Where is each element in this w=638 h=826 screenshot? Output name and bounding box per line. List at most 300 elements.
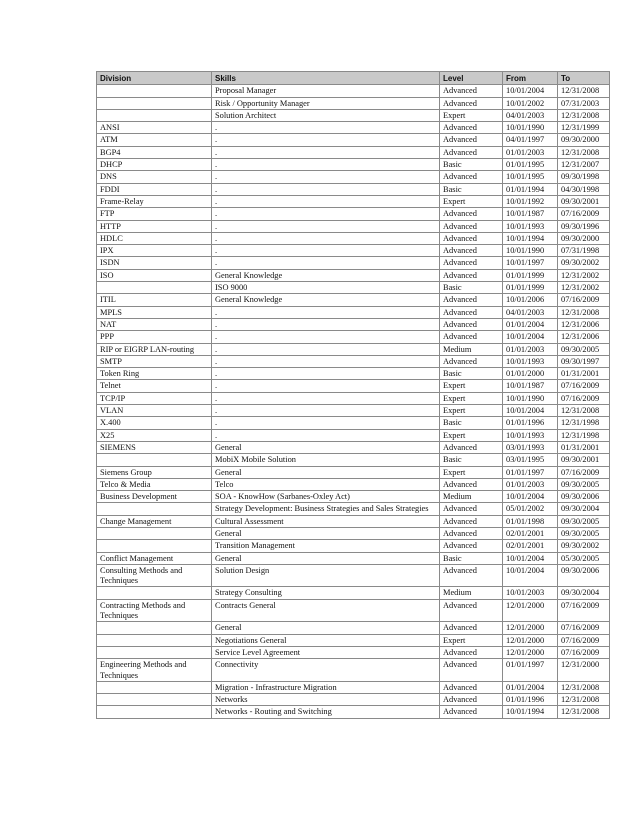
cell-skill: Networks - Routing and Switching: [212, 706, 440, 718]
table-header-row: [97, 72, 610, 85]
cell-from: 01/01/1996: [503, 417, 558, 429]
cell-level: Advanced: [440, 269, 503, 281]
cell-from: 01/01/2004: [503, 681, 558, 693]
cell-from: 10/01/1990: [503, 392, 558, 404]
cell-to: 12/31/2008: [558, 706, 610, 718]
table-row: [97, 503, 610, 515]
cell-skill: .: [212, 429, 440, 441]
cell-level: Advanced: [440, 331, 503, 343]
cell-skill: Transition Management: [212, 540, 440, 552]
cell-skill: SOA - KnowHow (Sarbanes-Oxley Act): [212, 491, 440, 503]
cell-division: [97, 97, 212, 109]
cell-skill: .: [212, 417, 440, 429]
cell-skill: General: [212, 441, 440, 453]
table-row: [97, 220, 610, 232]
cell-from: 10/01/1995: [503, 171, 558, 183]
cell-division: [97, 706, 212, 718]
cell-division: Frame-Relay: [97, 195, 212, 207]
cell-to: 09/30/2004: [558, 503, 610, 515]
cell-division: RIP or EIGRP LAN-routing: [97, 343, 212, 355]
cell-from: 10/01/1997: [503, 257, 558, 269]
table-row: [97, 552, 610, 564]
cell-to: 09/30/1998: [558, 171, 610, 183]
cell-division: SIEMENS: [97, 441, 212, 453]
cell-skill: Networks: [212, 694, 440, 706]
cell-level: Advanced: [440, 171, 503, 183]
cell-skill: MobiX Mobile Solution: [212, 454, 440, 466]
cell-level: Medium: [440, 343, 503, 355]
cell-to: 09/30/2001: [558, 454, 610, 466]
cell-skill: Strategy Consulting: [212, 587, 440, 599]
cell-from: 10/01/1993: [503, 220, 558, 232]
header-level: Level: [440, 72, 503, 85]
cell-to: 04/30/1998: [558, 183, 610, 195]
cell-division: ISDN: [97, 257, 212, 269]
cell-level: Basic: [440, 552, 503, 564]
cell-to: 09/30/2002: [558, 257, 610, 269]
cell-division: Contracting Methods and Techniques: [97, 599, 212, 622]
table-row: [97, 195, 610, 207]
cell-division: Change Management: [97, 515, 212, 527]
table-row: [97, 599, 610, 622]
table-row: [97, 134, 610, 146]
cell-division: Consulting Methods and Techniques: [97, 564, 212, 587]
cell-level: Expert: [440, 195, 503, 207]
cell-skill: Solution Architect: [212, 109, 440, 121]
cell-from: 01/01/1999: [503, 282, 558, 294]
cell-to: 09/30/2001: [558, 195, 610, 207]
cell-level: Advanced: [440, 85, 503, 97]
cell-division: BGP4: [97, 146, 212, 158]
cell-skill: Service Level Agreement: [212, 646, 440, 658]
cell-level: Expert: [440, 466, 503, 478]
cell-from: 10/01/1987: [503, 380, 558, 392]
cell-skill: Connectivity: [212, 659, 440, 682]
cell-skill: .: [212, 195, 440, 207]
cell-to: 07/16/2009: [558, 466, 610, 478]
table-row: [97, 587, 610, 599]
cell-division: DNS: [97, 171, 212, 183]
cell-to: 07/16/2009: [558, 208, 610, 220]
table-row: [97, 146, 610, 158]
cell-level: Basic: [440, 417, 503, 429]
cell-to: 01/31/2001: [558, 368, 610, 380]
cell-skill: Strategy Development: Business Strategies and Sales Strategies: [212, 503, 440, 515]
cell-level: Basic: [440, 159, 503, 171]
cell-to: 12/31/2007: [558, 159, 610, 171]
cell-level: Advanced: [440, 318, 503, 330]
cell-division: IPX: [97, 245, 212, 257]
cell-skill: .: [212, 331, 440, 343]
table-row: [97, 429, 610, 441]
cell-to: 12/31/2008: [558, 109, 610, 121]
cell-from: 12/01/2000: [503, 634, 558, 646]
cell-from: 01/01/2003: [503, 146, 558, 158]
cell-to: 07/31/2003: [558, 97, 610, 109]
cell-skill: General: [212, 552, 440, 564]
table-row: [97, 392, 610, 404]
cell-level: Advanced: [440, 646, 503, 658]
cell-skill: Migration - Infrastructure Migration: [212, 681, 440, 693]
cell-level: Advanced: [440, 257, 503, 269]
cell-from: 01/01/1995: [503, 159, 558, 171]
cell-level: Advanced: [440, 622, 503, 634]
cell-skill: .: [212, 146, 440, 158]
cell-division: [97, 622, 212, 634]
table-row: [97, 282, 610, 294]
table-row: [97, 171, 610, 183]
cell-level: Expert: [440, 429, 503, 441]
cell-division: ATM: [97, 134, 212, 146]
cell-from: 10/01/1987: [503, 208, 558, 220]
cell-level: Advanced: [440, 245, 503, 257]
table-row: [97, 368, 610, 380]
cell-from: 10/01/1990: [503, 245, 558, 257]
table-row: [97, 454, 610, 466]
cell-to: 09/30/2004: [558, 587, 610, 599]
skills-table: [96, 71, 610, 719]
cell-from: 10/01/1992: [503, 195, 558, 207]
cell-from: 10/01/2003: [503, 587, 558, 599]
cell-skill: ISO 9000: [212, 282, 440, 294]
cell-from: 10/01/2004: [503, 331, 558, 343]
cell-division: PPP: [97, 331, 212, 343]
table-row: [97, 85, 610, 97]
cell-division: [97, 634, 212, 646]
cell-from: 04/01/2003: [503, 109, 558, 121]
table-row: [97, 269, 610, 281]
header-from: From: [503, 72, 558, 85]
cell-skill: Proposal Manager: [212, 85, 440, 97]
cell-level: Advanced: [440, 220, 503, 232]
cell-division: MPLS: [97, 306, 212, 318]
cell-from: 02/01/2001: [503, 540, 558, 552]
cell-to: 12/31/2008: [558, 405, 610, 417]
table-row: [97, 515, 610, 527]
table-row: [97, 405, 610, 417]
cell-from: 02/01/2001: [503, 527, 558, 539]
cell-to: 09/30/2005: [558, 527, 610, 539]
cell-to: 12/31/2008: [558, 694, 610, 706]
cell-from: 10/01/1990: [503, 122, 558, 134]
cell-skill: General: [212, 622, 440, 634]
cell-skill: .: [212, 343, 440, 355]
table-row: [97, 540, 610, 552]
cell-from: 12/01/2000: [503, 646, 558, 658]
cell-division: FDDI: [97, 183, 212, 195]
cell-level: Advanced: [440, 659, 503, 682]
cell-level: Advanced: [440, 706, 503, 718]
header-to: To: [558, 72, 610, 85]
cell-to: 12/31/2000: [558, 659, 610, 682]
cell-division: Engineering Methods and Techniques: [97, 659, 212, 682]
cell-division: [97, 454, 212, 466]
cell-level: Advanced: [440, 599, 503, 622]
cell-to: 07/16/2009: [558, 622, 610, 634]
cell-from: 10/01/1994: [503, 706, 558, 718]
cell-division: [97, 587, 212, 599]
cell-from: 10/01/1994: [503, 232, 558, 244]
table-row: [97, 466, 610, 478]
cell-skill: .: [212, 355, 440, 367]
table-row: [97, 122, 610, 134]
cell-skill: Negotiations General: [212, 634, 440, 646]
cell-to: 09/30/2006: [558, 564, 610, 587]
cell-division: VLAN: [97, 405, 212, 417]
cell-division: [97, 527, 212, 539]
cell-level: Expert: [440, 405, 503, 417]
cell-division: HDLC: [97, 232, 212, 244]
cell-division: SMTP: [97, 355, 212, 367]
cell-to: 09/30/2005: [558, 478, 610, 490]
cell-skill: Risk / Opportunity Manager: [212, 97, 440, 109]
cell-skill: .: [212, 122, 440, 134]
cell-from: 10/01/2004: [503, 405, 558, 417]
cell-from: 01/01/1997: [503, 659, 558, 682]
table-row: [97, 622, 610, 634]
cell-from: 10/01/2004: [503, 564, 558, 587]
cell-to: 12/31/2006: [558, 331, 610, 343]
cell-skill: .: [212, 159, 440, 171]
cell-division: NAT: [97, 318, 212, 330]
table-row: [97, 183, 610, 195]
cell-to: 01/31/2001: [558, 441, 610, 453]
cell-division: Telnet: [97, 380, 212, 392]
cell-to: 05/30/2005: [558, 552, 610, 564]
table-row: [97, 306, 610, 318]
cell-to: 12/31/2002: [558, 282, 610, 294]
cell-skill: .: [212, 368, 440, 380]
cell-to: 07/16/2009: [558, 634, 610, 646]
cell-level: Advanced: [440, 208, 503, 220]
cell-to: 12/31/1998: [558, 429, 610, 441]
cell-skill: .: [212, 257, 440, 269]
table-row: [97, 109, 610, 121]
table-row: [97, 380, 610, 392]
cell-level: Advanced: [440, 564, 503, 587]
table-row: [97, 706, 610, 718]
cell-skill: .: [212, 208, 440, 220]
cell-to: 12/31/1999: [558, 122, 610, 134]
cell-from: 01/01/2003: [503, 478, 558, 490]
cell-level: Expert: [440, 380, 503, 392]
cell-from: 03/01/1993: [503, 441, 558, 453]
cell-division: [97, 85, 212, 97]
cell-from: 01/01/1999: [503, 269, 558, 281]
cell-from: 01/01/2003: [503, 343, 558, 355]
cell-level: Advanced: [440, 122, 503, 134]
table-row: [97, 491, 610, 503]
cell-from: 03/01/1995: [503, 454, 558, 466]
cell-division: TCP/IP: [97, 392, 212, 404]
cell-level: Expert: [440, 109, 503, 121]
cell-level: Advanced: [440, 694, 503, 706]
cell-division: FTP: [97, 208, 212, 220]
cell-to: 07/16/2009: [558, 599, 610, 622]
header-skills: Skills: [212, 72, 440, 85]
cell-from: 05/01/2002: [503, 503, 558, 515]
cell-level: Advanced: [440, 146, 503, 158]
cell-level: Advanced: [440, 478, 503, 490]
table-row: [97, 257, 610, 269]
cell-to: 12/31/1998: [558, 417, 610, 429]
cell-skill: .: [212, 134, 440, 146]
cell-from: 10/01/1993: [503, 355, 558, 367]
cell-from: 10/01/2006: [503, 294, 558, 306]
table-row: [97, 634, 610, 646]
cell-division: Business Development: [97, 491, 212, 503]
cell-level: Advanced: [440, 294, 503, 306]
cell-skill: Contracts General: [212, 599, 440, 622]
cell-division: ISO: [97, 269, 212, 281]
cell-division: ANSI: [97, 122, 212, 134]
cell-level: Basic: [440, 368, 503, 380]
cell-to: 09/30/2002: [558, 540, 610, 552]
cell-level: Advanced: [440, 540, 503, 552]
cell-to: 07/16/2009: [558, 380, 610, 392]
cell-skill: .: [212, 392, 440, 404]
cell-level: Advanced: [440, 515, 503, 527]
cell-from: 04/01/1997: [503, 134, 558, 146]
cell-level: Advanced: [440, 441, 503, 453]
cell-skill: .: [212, 380, 440, 392]
cell-division: [97, 503, 212, 515]
cell-from: 10/01/2004: [503, 85, 558, 97]
cell-division: [97, 540, 212, 552]
table-row: [97, 355, 610, 367]
cell-division: X.400: [97, 417, 212, 429]
cell-skill: Telco: [212, 478, 440, 490]
cell-skill: Cultural Assessment: [212, 515, 440, 527]
cell-division: Token Ring: [97, 368, 212, 380]
cell-from: 12/01/2000: [503, 622, 558, 634]
cell-level: Medium: [440, 587, 503, 599]
cell-to: 09/30/2005: [558, 515, 610, 527]
cell-to: 07/16/2009: [558, 646, 610, 658]
table-row: [97, 694, 610, 706]
cell-skill: .: [212, 318, 440, 330]
cell-to: 12/31/2008: [558, 85, 610, 97]
cell-from: 10/01/2004: [503, 552, 558, 564]
header-division: Division: [97, 72, 212, 85]
cell-skill: General: [212, 527, 440, 539]
cell-to: 07/16/2009: [558, 392, 610, 404]
cell-division: [97, 646, 212, 658]
cell-to: 07/16/2009: [558, 294, 610, 306]
cell-division: HTTP: [97, 220, 212, 232]
cell-level: Basic: [440, 454, 503, 466]
cell-level: Basic: [440, 282, 503, 294]
cell-skill: General Knowledge: [212, 294, 440, 306]
table-row: [97, 331, 610, 343]
table-row: [97, 417, 610, 429]
cell-to: 12/31/2008: [558, 681, 610, 693]
cell-skill: .: [212, 171, 440, 183]
cell-to: 09/30/2006: [558, 491, 610, 503]
cell-division: Conflict Management: [97, 552, 212, 564]
cell-from: 10/01/2002: [503, 97, 558, 109]
cell-level: Advanced: [440, 134, 503, 146]
table-row: [97, 318, 610, 330]
cell-skill: .: [212, 245, 440, 257]
table-row: [97, 564, 610, 587]
table-row: [97, 245, 610, 257]
table-row: [97, 441, 610, 453]
table-row: [97, 208, 610, 220]
cell-to: 09/30/1996: [558, 220, 610, 232]
cell-skill: General Knowledge: [212, 269, 440, 281]
cell-division: [97, 681, 212, 693]
table-row: [97, 97, 610, 109]
cell-skill: .: [212, 220, 440, 232]
cell-level: Basic: [440, 183, 503, 195]
cell-from: 01/01/1994: [503, 183, 558, 195]
cell-from: 12/01/2000: [503, 599, 558, 622]
cell-division: [97, 694, 212, 706]
cell-to: 09/30/2000: [558, 134, 610, 146]
cell-division: ITIL: [97, 294, 212, 306]
cell-level: Advanced: [440, 503, 503, 515]
cell-to: 12/31/2002: [558, 269, 610, 281]
table-row: [97, 659, 610, 682]
cell-to: 12/31/2006: [558, 318, 610, 330]
cell-skill: .: [212, 306, 440, 318]
cell-level: Expert: [440, 634, 503, 646]
table-row: [97, 681, 610, 693]
cell-from: 01/01/1996: [503, 694, 558, 706]
cell-from: 04/01/2003: [503, 306, 558, 318]
cell-from: 01/01/1998: [503, 515, 558, 527]
cell-division: Siemens Group: [97, 466, 212, 478]
table-row: [97, 646, 610, 658]
cell-level: Advanced: [440, 527, 503, 539]
cell-skill: Solution Design: [212, 564, 440, 587]
cell-to: 12/31/2008: [558, 146, 610, 158]
cell-from: 10/01/2004: [503, 491, 558, 503]
cell-level: Advanced: [440, 355, 503, 367]
cell-division: X25: [97, 429, 212, 441]
cell-to: 07/31/1998: [558, 245, 610, 257]
cell-to: 09/30/2005: [558, 343, 610, 355]
cell-from: 01/01/2004: [503, 318, 558, 330]
cell-level: Advanced: [440, 232, 503, 244]
table-row: [97, 343, 610, 355]
cell-division: [97, 109, 212, 121]
table-row: [97, 527, 610, 539]
cell-level: Advanced: [440, 97, 503, 109]
cell-skill: General: [212, 466, 440, 478]
table-body: [97, 85, 610, 718]
cell-skill: .: [212, 405, 440, 417]
cell-level: Medium: [440, 491, 503, 503]
cell-division: DHCP: [97, 159, 212, 171]
cell-skill: .: [212, 232, 440, 244]
cell-to: 09/30/2000: [558, 232, 610, 244]
cell-level: Expert: [440, 392, 503, 404]
table-row: [97, 478, 610, 490]
cell-to: 12/31/2008: [558, 306, 610, 318]
cell-from: 01/01/1997: [503, 466, 558, 478]
cell-level: Advanced: [440, 306, 503, 318]
cell-division: Telco & Media: [97, 478, 212, 490]
table-row: [97, 294, 610, 306]
table-row: [97, 232, 610, 244]
cell-division: [97, 282, 212, 294]
cell-level: Advanced: [440, 681, 503, 693]
cell-from: 01/01/2000: [503, 368, 558, 380]
cell-skill: .: [212, 183, 440, 195]
cell-from: 10/01/1993: [503, 429, 558, 441]
